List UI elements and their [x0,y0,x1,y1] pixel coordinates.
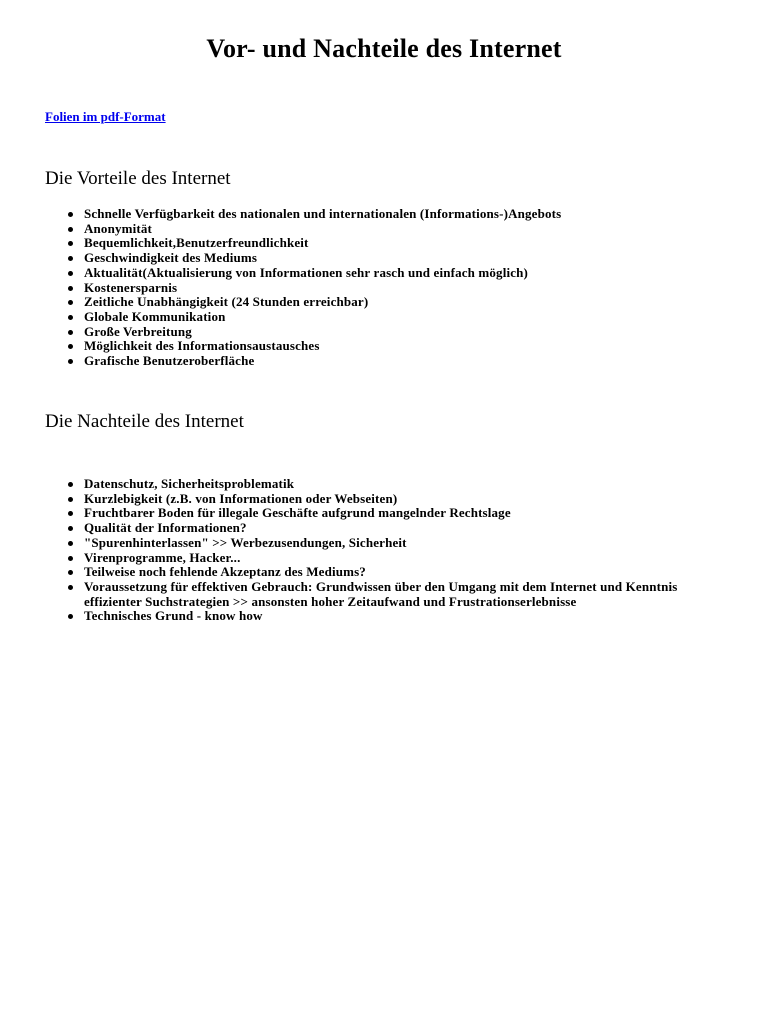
bullet-icon [68,344,73,349]
bullet-icon [68,227,73,232]
list-item [45,492,725,507]
list-item-text: Große Verbreitung [84,323,192,339]
list-item-text: Kurzlebigkeit (z.B. von Informationen oder Webseiten) [84,490,398,506]
list-item-text: Bequemlichkeit,Benutzerfreundlichkeit [84,235,309,251]
list-item [45,207,725,222]
list-item [45,222,725,237]
list-item-text: Kostenersparnis [84,279,178,295]
list-item-text: Schnelle Verfügbarkeit des nationalen und internationalen (Informations-)Angebots [84,206,562,221]
list-item-text: Teilweise noch fehlende Akzeptanz des Mediums? [84,564,366,580]
bullet-icon [68,570,73,575]
bullet-icon [68,212,73,217]
list-item-text: Geschwindigkeit des Mediums [84,250,258,266]
bullet-icon [68,286,73,291]
bullet-icon [68,300,73,305]
list-item [45,521,725,536]
list-item [45,281,725,296]
list-item-text: Möglichkeit des Informationsaustausches [84,338,320,354]
list-item-text: Technisches Grund - know how [84,608,263,624]
bullet-icon [68,541,73,546]
list-item-text: Qualität der Informationen? [84,520,247,536]
list-item-text: Globale Kommunikation [84,308,226,324]
list-item-text: Fruchtbarer Boden für illegale Geschäfte aufgrund mangelnder Rechtslage [84,505,511,521]
vorteile-heading: Die Vorteile des Internet [45,168,231,189]
vorteile-list [45,207,725,369]
list-item-text: "Spurenhinterlassen" >> Werbezusendungen, Sicherheit [84,534,407,550]
pdf-slides-link[interactable]: Folien im pdf-Format [45,109,166,124]
list-item [45,580,725,609]
bullet-icon [68,556,73,561]
list-item [45,295,725,310]
bullet-icon [68,614,73,619]
bullet-icon [68,526,73,531]
list-item [45,310,725,325]
list-item [45,477,725,492]
list-item-text: Datenschutz, Sicherheitsproblematik [84,476,295,491]
bullet-icon [68,482,73,487]
list-item [45,236,725,251]
bullet-icon [68,271,73,276]
list-item [45,266,725,281]
bullet-icon [68,241,73,246]
list-item-text: Grafische Benutzeroberfläche [84,353,255,369]
list-item [45,339,725,354]
list-item [45,551,725,566]
list-item [45,565,725,580]
list-item [45,251,725,266]
list-item [45,354,725,369]
list-item-text: Aktualität(Aktualisierung von Informationen sehr rasch und einfach möglich) [84,264,529,280]
nachteile-heading: Die Nachteile des Internet [45,411,244,432]
bullet-icon [68,330,73,335]
list-item [45,325,725,340]
bullet-icon [68,256,73,261]
page-title: Vor- und Nachteile des Internet [206,34,562,63]
bullet-icon [68,315,73,320]
bullet-icon [68,585,73,590]
list-item [45,506,725,521]
list-item-text: Voraussetzung für effektiven Gebrauch: Grundwissen über den Umgang mit dem Internet und Kenntnis effizienter Suchstrategien >> ansonsten hoher Zeitaufwand und Frustrationserlebnisse [84,578,678,609]
bullet-icon [68,359,73,364]
list-item-text: Virenprogramme, Hacker... [84,549,241,565]
list-item [45,536,725,551]
nachteile-list [45,477,725,624]
bullet-icon [68,497,73,502]
list-item-text: Zeitliche Unabhängigkeit (24 Stunden erreichbar) [84,294,369,310]
bullet-icon [68,511,73,516]
list-item-text: Anonymität [84,220,152,236]
list-item [45,609,725,624]
